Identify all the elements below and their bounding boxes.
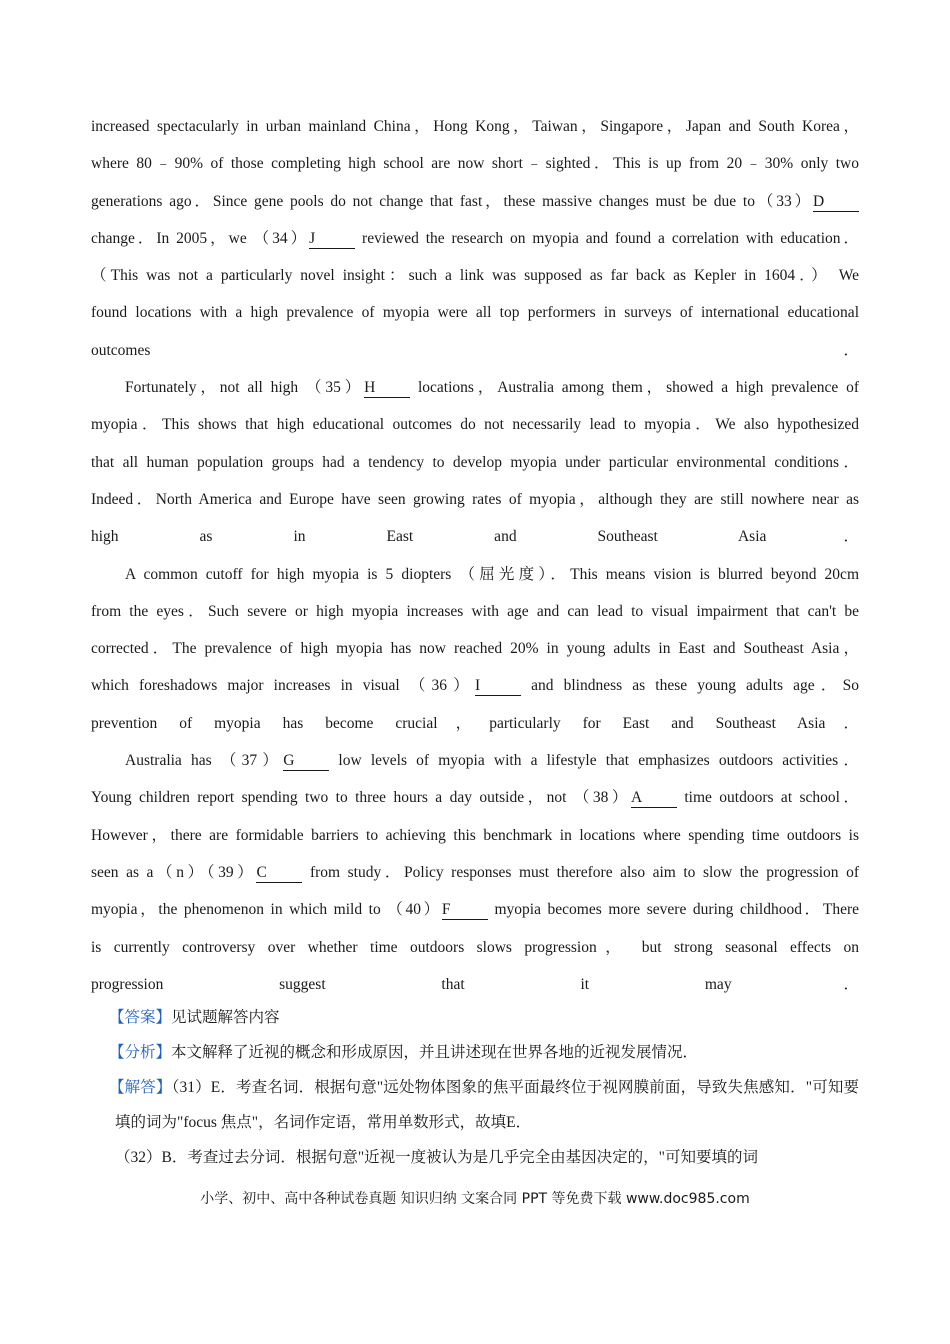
text-line: Indeed．North America and Europe have seen growing rates of myopia，although they are still nowhere near as [91, 490, 859, 508]
text-line: prevention of myopia has become crucial，particularly for East and Southeast Asia． [91, 714, 859, 732]
answer-blank-40: F [442, 901, 488, 920]
analysis-tag: 【分析】 [109, 1044, 172, 1061]
answer-blank-36: I [475, 677, 521, 696]
text-line: Australia has （37） [125, 752, 284, 770]
text-line: found locations with a high prevalence of myopia were all top performers in surveys of international educational [91, 304, 859, 322]
text-line: where 80﹣90% of those completing high school are now short﹣sighted．This is up from 20﹣30% only two [91, 155, 859, 173]
answer-section [91, 1000, 859, 1175]
paragraph-2 [91, 369, 859, 555]
text-line: that all human population groups had a tendency to develop myopia under particular environmental conditions． [91, 453, 859, 471]
paragraph-4 [91, 742, 859, 1003]
text-line: Young children report spending two to three hours a day outside，not （38） [91, 789, 631, 807]
text-line: time outdoors at school． [684, 789, 860, 807]
solution-text-32: （32）B．考查过去分词．根据句意"近视一度被认为是几乎完全由基因决定的，"可知要填的词 [115, 1149, 758, 1166]
text-line: myopia，the phenomenon in which mild to （40） [91, 901, 442, 919]
paragraph-3 [91, 556, 859, 742]
answer-blank-37: G [283, 752, 329, 771]
text-line: locations，Australia among them，showed a high prevalence of [417, 379, 859, 397]
text-line: high as in East and Southeast Asia． [91, 528, 859, 546]
text-line: A common cutoff for high myopia is 5 diopters （屈光度）．This means vision is blurred beyond 20cm [125, 565, 859, 583]
answer-blank-38: A [631, 789, 677, 808]
solution-32 [91, 1140, 859, 1175]
text-line: Fortunately，not all high （35） [125, 379, 365, 397]
text-line: reviewed the research on myopia and found a correlation with education． [362, 229, 860, 247]
answer-blank-34: J [309, 230, 355, 249]
text-line: seen as a（n）（39） [91, 863, 257, 881]
text-line: and blindness as these young adults age．So [531, 677, 860, 695]
answer-blank-35: H [364, 379, 410, 398]
text-line: change．In 2005，we （34） [91, 229, 310, 247]
solution-tag: 【解答】 [109, 1079, 172, 1096]
answer-line [91, 1000, 859, 1035]
solution-31 [91, 1070, 859, 1140]
page-footer: 小学、初中、高中各种试卷真题 知识归纳 文案合同 PPT 等免费下载 www.doc985.com [200, 1191, 750, 1207]
analysis-text: 本文解释了近视的概念和形成原因，并且讲述现在世界各地的近视发展情况． [171, 1044, 699, 1061]
text-line: However，there are formidable barriers to achieving this benchmark in locations where spending time outdoors is [91, 826, 859, 844]
answer-tag: 【答案】 [109, 1009, 172, 1026]
answer-blank-39: C [256, 864, 302, 883]
text-line: （This was not a particularly novel insight：such a link was supposed as far back as Kepler in 1604．） We [91, 267, 859, 285]
text-line: low levels of myopia with a lifestyle that emphasizes outdoors activities． [338, 752, 859, 770]
text-line: which foreshadows major increases in visual （36） [91, 677, 476, 695]
text-line: progression suggest that it may． [91, 975, 859, 993]
text-line: from study．Policy responses must therefore also aim to slow the progression of [309, 863, 859, 881]
text-line: from the eyes．Such severe or high myopia increases with age and can lead to visual impairment that can't be [91, 602, 859, 620]
text-line: corrected．The prevalence of high myopia has now reached 20% in young adults in East and Southeast Asia， [91, 640, 859, 658]
text-line: is currently controversy over whether time outdoors slows progression， but strong seasonal effects on [91, 938, 859, 956]
answer-blank-33: D [813, 193, 859, 212]
text-line: increased spectacularly in urban mainland China，Hong Kong，Taiwan，Singapore，Japan and South Korea， [91, 118, 859, 135]
solution-text-31: （31）E．考查名词．根据句意"远处物体图象的焦平面最终位于视网膜前面，导致失焦感知．"可知要填的词为"focus 焦点"，名词作定语，常用单数形式，故填E． [115, 1079, 859, 1131]
answer-text: 见试题解答内容 [171, 1009, 280, 1026]
passage-text [91, 108, 859, 1003]
paragraph-1 [91, 108, 859, 369]
text-line: generations ago．Since gene pools do not change that fast，these massive changes must be due to（33） [91, 192, 813, 210]
analysis-line [91, 1035, 859, 1070]
text-line: myopia becomes more severe during childhood．There [494, 901, 860, 919]
text-line: outcomes． [91, 341, 859, 359]
text-line: myopia．This shows that high educational outcomes do not necessarily lead to myopia．We also hypothesized [91, 416, 859, 434]
